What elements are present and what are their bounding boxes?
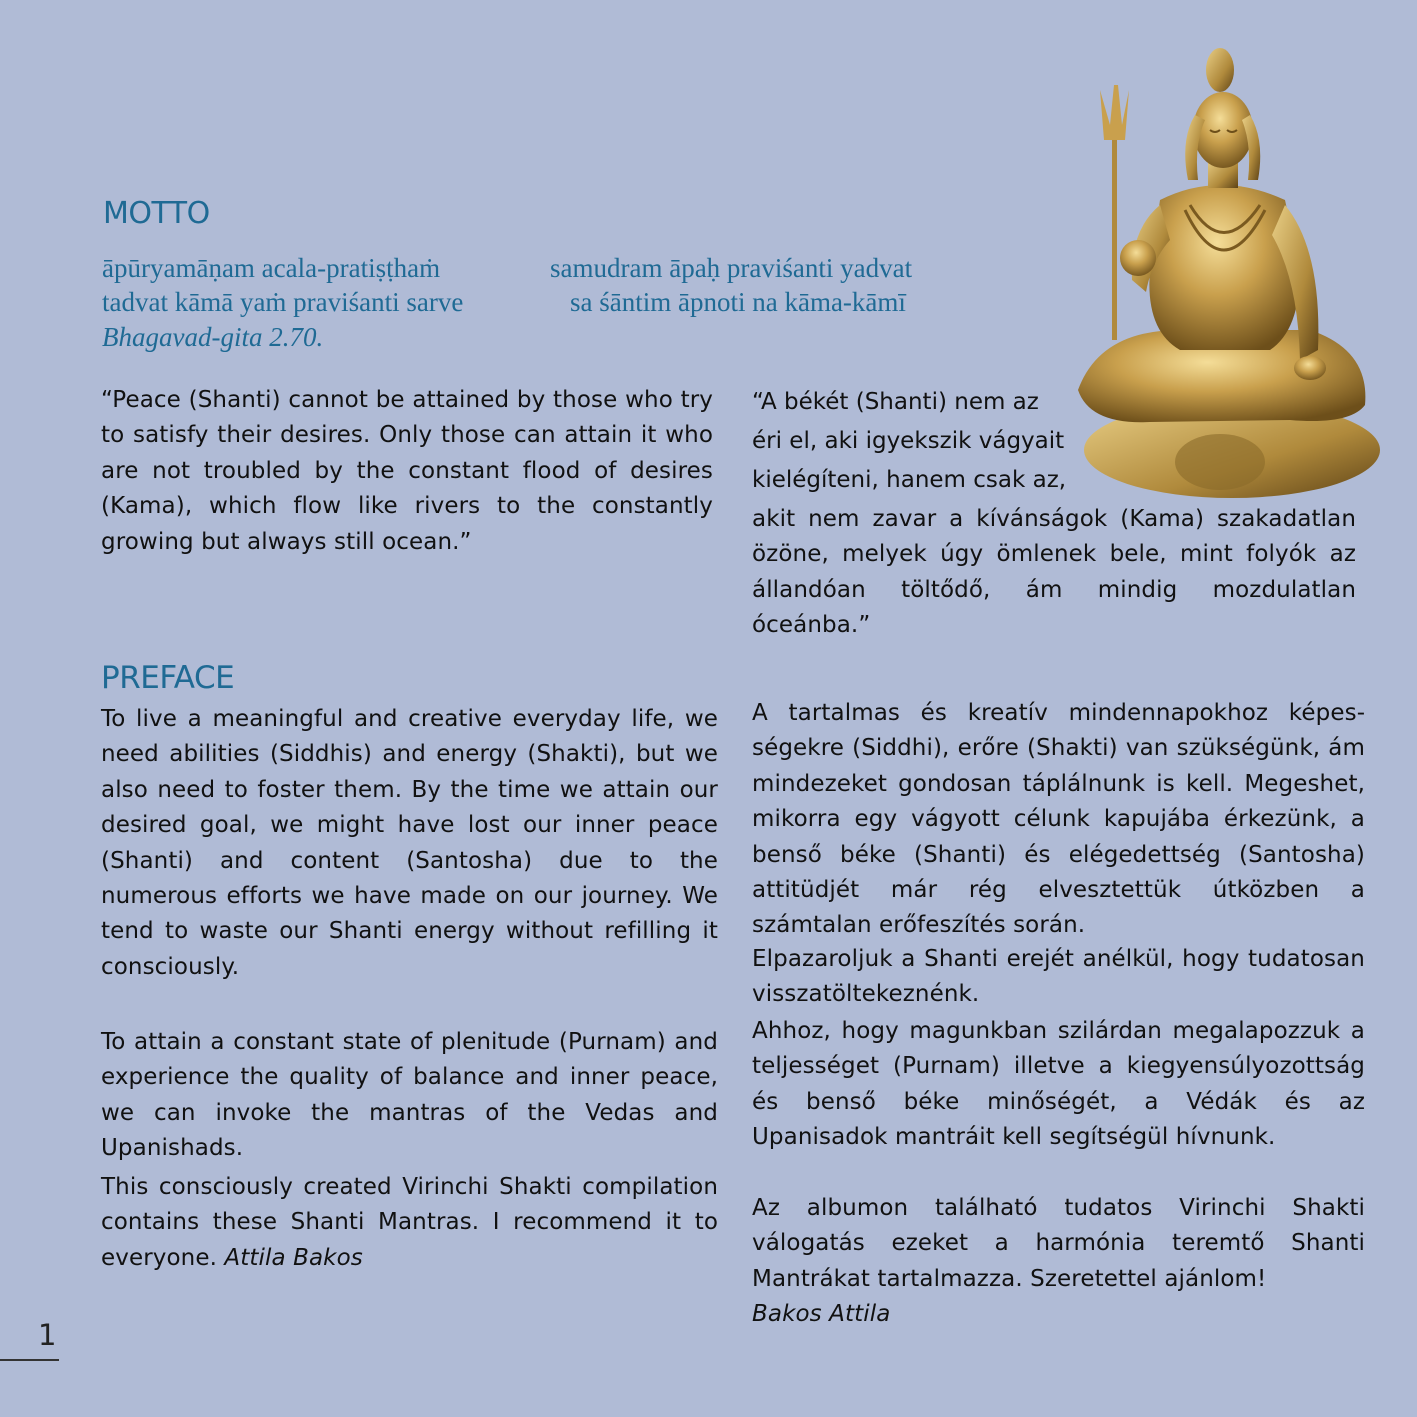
- verse-line-2a: tadvat kāmā yaṁ praviśanti sarve: [102, 287, 464, 317]
- preface-hu-paragraph-4: [752, 1191, 1365, 1333]
- verse-line-1a: āpūryamāṇam acala-pratiṣṭhaṁ: [102, 253, 441, 283]
- verse-line-1b: samudram āpaḥ praviśanti yadvat: [550, 253, 913, 283]
- motto-quote-hungarian-intro: [752, 383, 1082, 501]
- preface-hu-paragraph-2: Elpazaroljuk a Shanti erejét anélkül, hogy tudatosan visszatöltekeznénk.: [752, 946, 1365, 1008]
- preface-en-paragraph-1: To live a meaningful and creative everyday life, we need abilities (Siddhis) and energy (Shakti), but we also need to foster them. By the time we attain our desired goal, we might have lost our inner peace (Shanti) and content (Santosha) due to the numerous efforts we have made on our journey. We tend to waste our Shanti energy without refilling it consciously.: [101, 706, 718, 980]
- preface-hu-paragraph-4-text: Az albumon található tudatos Virinchi Shakti válogatás ezeket a harmónia teremtő Shanti Mantrákat tartalmazza. Szeretettel ajánlom!: [752, 1195, 1365, 1292]
- preface-hu-paragraph-3: Ahhoz, hogy magunkban szilárdan megalapozzuk a teljességet (Purnam) illetve a kiegyensúlyozottság és benső béke minőségét, a Védák és az Upanisadok mantráit kell segítségül hívnunk.: [752, 1018, 1365, 1151]
- preface-heading: PREFACE: [101, 660, 235, 696]
- verse-source: Bhagavad-gita 2.70.: [102, 322, 324, 352]
- shiva-statue-image: [1060, 30, 1380, 500]
- motto-quote-hungarian: akit nem zavar a kívánságok (Kama) szakadatlan özöne, melyek úgy ömlenek bele, mint folyók az állandóan töltődő, ám mindig mozdulatlan óceánba.”: [752, 506, 1356, 639]
- preface-hu-signature: Bakos Attila: [752, 1301, 891, 1328]
- preface-hu-paragraph-1: A tartalmas és kreatív mindennapokhoz képességekre (Siddhi), erőre (Shakti) van szükségünk, ám mindezeket gondosan táplálnunk is kell. Megeshet, mikorra egy vágyott célunk kapujába érkezünk, a benső béke (Shanti) és elégedettség (Santosha) attitüdjét már rég elvesztettük útközben a számtalan erőfeszítés során.: [752, 700, 1365, 939]
- preface-en-paragraph-3-text: This consciously created Virinchi Shakti compilation contains these Shanti Mantras. I recommend it to everyone.: [101, 1174, 718, 1271]
- preface-en-paragraph-3: [101, 1170, 718, 1276]
- quote-hu-line: éri el, aki igyekszik vágyait: [752, 428, 1065, 455]
- preface-en-paragraph-2: To attain a constant state of plenitude (Purnam) and experience the quality of balance and inner peace, we can invoke the mantras of the Vedas and Upanishads.: [101, 1029, 718, 1162]
- motto-heading: MOTTO: [103, 196, 210, 231]
- page-number: 1: [38, 1318, 57, 1352]
- quote-hu-line: kielégíteni, hanem csak az,: [752, 467, 1067, 494]
- verse-line-2b: sa śāntim āpnoti na kāma-kāmī: [570, 287, 906, 317]
- motto-quote-english: “Peace (Shanti) cannot be attained by those who try to satisfy their desires. Only those can attain it who are not troubled by the constant flood of desires (Kama), which flow like rivers to the constantly growing but always still ocean.”: [101, 387, 713, 555]
- page-number-rule: [0, 1359, 59, 1361]
- preface-en-signature: Attila Bakos: [224, 1244, 363, 1271]
- quote-hu-line: “A békét (Shanti) nem az: [752, 389, 1039, 415]
